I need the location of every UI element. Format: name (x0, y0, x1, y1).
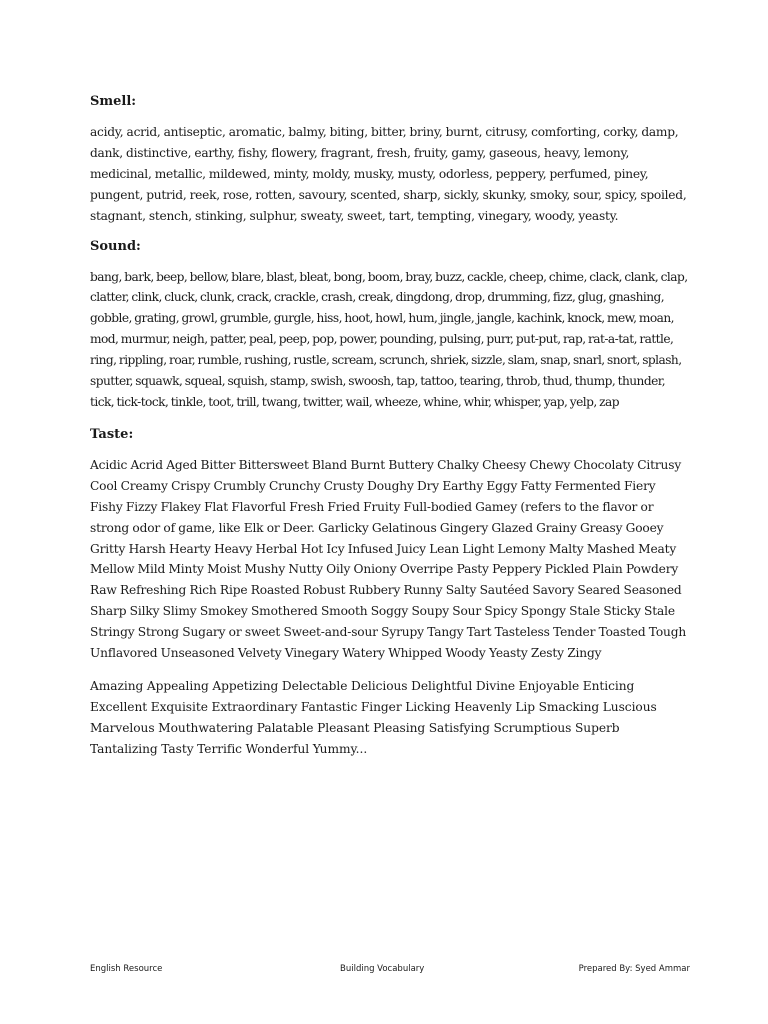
footer-center-text: Building Vocabulary (340, 964, 425, 974)
footer-left-text: English Resource (90, 964, 163, 974)
document-page (90, 92, 690, 772)
sound-word-list: bang, bark, beep, bellow, blare, blast, bleat, bong, boom, bray, buzz, cackle, cheep, chime, clack, clank, clap, clatter, clink, cluck, clunk, crack, crackle, crash, creak, dingdong, drop, drumming, fizz, glug, gnashing, gobble, grating, growl, grumble, gurgle, hiss, hoot, howl, hum, jingle, jangle, kachink, knock, mew, moan, mod, murmur, neigh, patter, peal, peep, pop, power, pounding, pulsing, purr, put-put, rap, rat-a-tat, rattle, ring, rippling, roar, rumble, rushing, rustle, scream, scrunch, shriek, sizzle, slam, snap, snarl, snort, splash, sputter, squawk, squeal, squish, stamp, swish, swoosh, tap, tattoo, tearing, throb, thud, thump, thunder, tick, tick-tock, tinkle, toot, trill, twang, twitter, wail, wheeze, whine, whir, whisper, yap, yelp, zap (90, 269, 688, 409)
taste-heading: Taste: (90, 426, 134, 442)
smell-heading: Smell: (90, 94, 137, 109)
taste-word-list: Acidic Acrid Aged Bitter Bittersweet Bland Burnt Buttery Chalky Cheesy Chewy Chocolaty Citrusy Cool Creamy Crispy Crumbly Crunchy Crusty Doughy Dry Earthy Eggy Fatty Fermented Fiery Fishy Fizzy Flakey Flat Flavorful Fresh Fried Fruity Full-bodied Gamey (refers to the flavor or strong odor of game, like Elk or Deer. Garlicky Gelatinous Gingery Glazed Grainy Greasy Gooey Gritty Harsh Hearty Heavy Herbal Hot Icy Infused Juicy Lean Light Lemony Malty Mashed Meaty Mellow Mild Minty Moist Mushy Nutty Oily Oniony Overripe Pasty Peppery Pickled Plain Powdery Raw Refreshing Rich Ripe Roasted Robust Rubbery Runny Salty Sautéed Savory Seared Seasoned Sharp Silky Slimy Smokey Smothered Smooth Soggy Soupy Sour Spicy Spongy Stale Sticky Stale Stringy Strong Sugary or sweet Sweet-and-sour Syrupy Tangy Tart Tasteless Tender Toasted Tough Unflavored Unseasoned Velvety Vinegary Watery Whipped Woody Yeasty Zesty Zingy (90, 457, 687, 661)
sound-heading: Sound: (90, 238, 141, 254)
page-footer (90, 964, 690, 978)
taste-praise-word-list: Amazing Appealing Appetizing Delectable Delicious Delightful Divine Enjoyable Enticing Excellent Exquisite Extraordinary Fantastic Finger Licking Heavenly Lip Smacking Luscious Marvelous Mouthwatering Palatable Pleasant Pleasing Satisfying Scrumptious Superb Tantalizing Tasty Terrific Wonderful Yummy... (90, 678, 657, 756)
smell-word-list: acidy, acrid, antiseptic, aromatic, balmy, biting, bitter, briny, burnt, citrusy, comforting, corky, damp, dank, distinctive, earthy, fishy, flowery, fragrant, fresh, fruity, gamy, gaseous, heavy, lemony, medicinal, metallic, mildewed, minty, moldy, musky, musty, odorless, peppery, perfumed, piney, pungent, putrid, reek, rose, rotten, savoury, scented, sharp, sickly, skunky, smoky, sour, spicy, spoiled, stagnant, stench, stinking, sulphur, sweaty, sweet, tart, tempting, vinegary, woody, yeasty. (90, 125, 687, 223)
footer-right-text: Prepared By: Syed Ammar (578, 964, 690, 974)
